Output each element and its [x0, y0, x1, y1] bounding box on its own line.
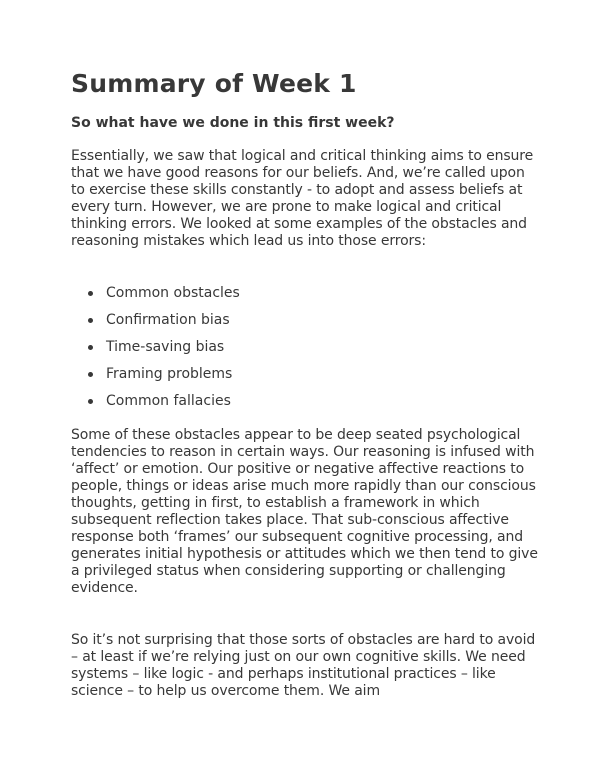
list-item-label: Confirmation bias — [106, 312, 230, 328]
list-item-label: Time-saving bias — [106, 339, 225, 355]
list-item-label: Common obstacles — [106, 285, 240, 301]
paragraph-intro: Essentially, we saw that logical and critical thinking aims to ensure that we have good reasons for our beliefs. And, we’re called upon to exercise these skills constantly - to adopt and assess beliefs at every turn. However, we are prone to make logical and critical thinking errors. We looked at some examples of the obstacles and reasoning mistakes which lead us into those errors: — [71, 148, 534, 249]
bullet-icon — [88, 399, 93, 404]
bullet-icon — [88, 318, 93, 323]
paragraph-systems: So it’s not surprising that those sorts of obstacles are hard to avoid – at least if we’re relying just on our own cognitive skills. We need systems – like logic - and perhaps institutional practices – like science – to help us overcome them. We aim — [71, 632, 536, 699]
bullet-icon — [88, 372, 93, 377]
list-item-label: Common fallacies — [106, 393, 231, 409]
list-item — [0, 364, 600, 391]
section-subtitle: So what have we done in this first week? — [71, 115, 395, 131]
list-item-label: Framing problems — [106, 366, 233, 382]
bullet-icon — [88, 291, 93, 296]
list-item — [0, 337, 600, 364]
obstacles-list — [0, 283, 600, 418]
paragraph-obstacles: Some of these obstacles appear to be deep seated psychological tendencies to reason in certain ways. Our reasoning is infused with ‘affect’ or emotion. Our positive or negative affective reactions to people, things or ideas arise much more rapidly than our conscious thoughts, getting in first, to establish a framework in which subsequent reflection takes place. That sub-conscious affective response both ‘frames’ our subsequent cognitive processing, and generates initial hypothesis or attitudes which we then tend to give a privileged status when considering supporting or challenging evidence. — [71, 427, 538, 596]
list-item — [0, 310, 600, 337]
list-item — [0, 391, 600, 418]
page-title: Summary of Week 1 — [71, 69, 357, 98]
bullet-icon — [88, 345, 93, 350]
list-item — [0, 283, 600, 310]
